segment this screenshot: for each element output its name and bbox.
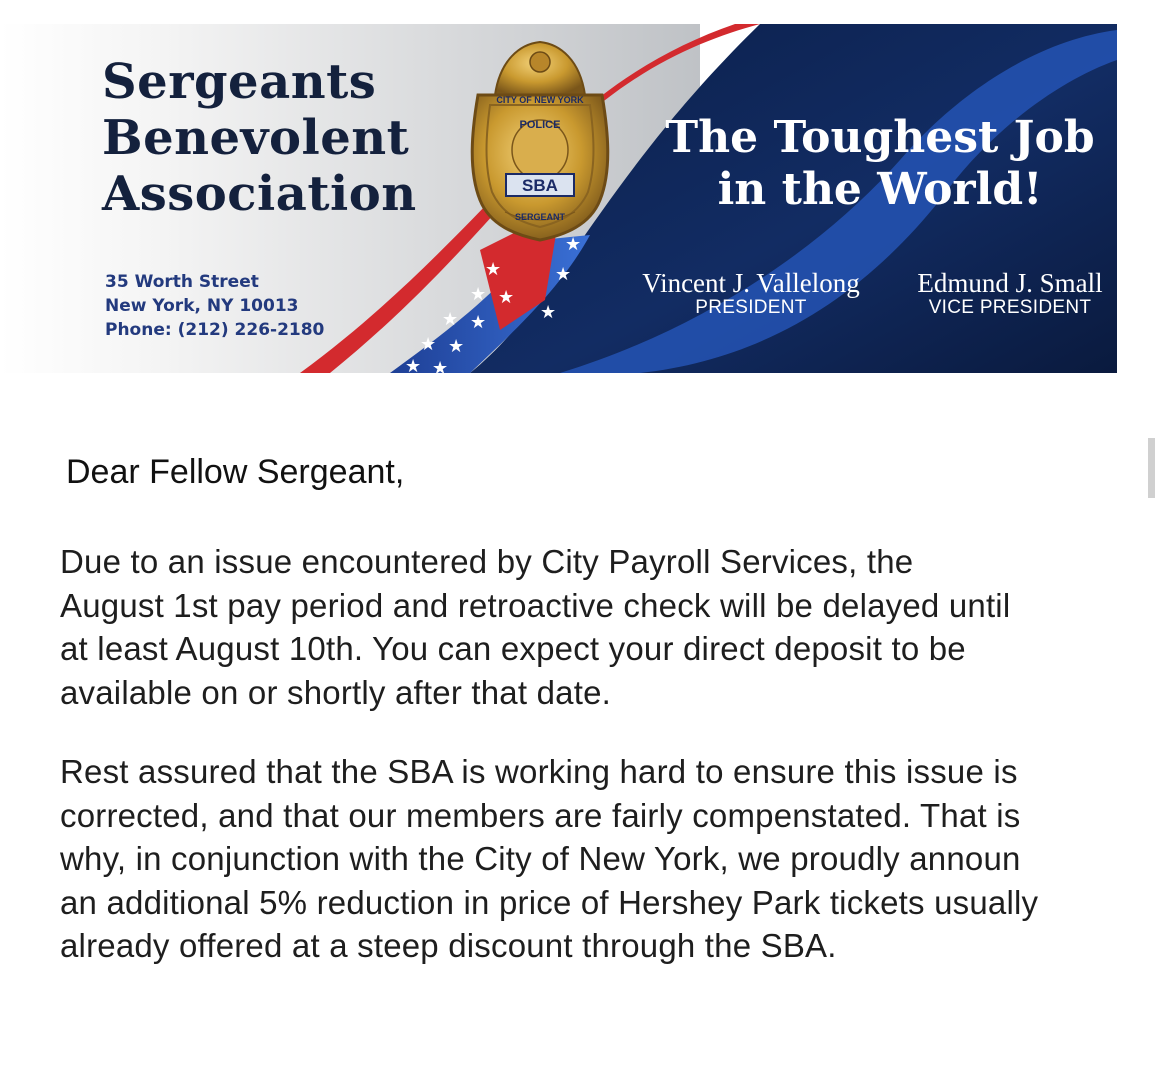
- letter-body: [0, 420, 1165, 1080]
- badge-top-text: CITY OF NEW YORK: [496, 95, 584, 105]
- address-phone: Phone: (212) 226-2180: [105, 320, 325, 340]
- svg-text:★: ★: [432, 358, 449, 379]
- svg-text:★: ★: [470, 284, 487, 305]
- letterhead-banner: [0, 0, 1165, 385]
- tagline-line: The Toughest Job: [665, 112, 1095, 163]
- paragraph-line: Rest assured that the SBA is working hard to ensure this issue is: [60, 753, 1018, 790]
- organization-name: [102, 54, 417, 222]
- svg-text:★: ★: [442, 309, 459, 330]
- officer-title: PRESIDENT: [695, 297, 807, 318]
- svg-text:★: ★: [555, 264, 572, 285]
- salutation: Dear Fellow Sergeant,: [66, 453, 405, 491]
- paragraph-discount: [60, 750, 1165, 968]
- address-city: New York, NY 10013: [105, 296, 299, 316]
- paragraph-line: at least August 10th. You can expect your direct deposit to be: [60, 630, 966, 667]
- badge-police-text: POLICE: [519, 119, 561, 131]
- svg-text:★: ★: [405, 356, 422, 377]
- svg-text:★: ★: [565, 234, 582, 255]
- officer-vice-president: [910, 268, 1110, 318]
- paragraph-line: Due to an issue encountered by City Payroll Services, the: [60, 543, 914, 580]
- paragraph-payroll-delay: [60, 540, 1165, 714]
- paragraph-line: an additional 5% reduction in price of Hershey Park tickets usually: [60, 883, 1039, 921]
- org-name-line: Sergeants: [102, 54, 377, 110]
- paragraph-line: already offered at a steep discount through the SBA.: [60, 927, 837, 964]
- paragraph-line: why, in conjunction with the City of New York, we proudly announ: [60, 840, 1021, 877]
- officer-title: VICE PRESIDENT: [928, 297, 1092, 318]
- officer-president: [640, 268, 862, 318]
- badge-bottom-text: SERGEANT: [514, 212, 566, 222]
- org-name-line: Association: [102, 166, 417, 222]
- svg-text:★: ★: [420, 334, 437, 355]
- paragraph-line: available on or shortly after that date.: [60, 673, 611, 711]
- address-street: 35 Worth Street: [105, 272, 259, 292]
- paragraph-line: August 1st pay period and retroactive check will be delayed until: [60, 586, 1011, 624]
- scrollbar-thumb[interactable]: [1148, 438, 1155, 498]
- svg-text:★: ★: [498, 287, 515, 308]
- tagline: [640, 112, 1120, 216]
- svg-text:★: ★: [540, 302, 557, 323]
- officer-name: Vincent J. Vallelong: [642, 268, 860, 298]
- tagline-line: in the World!: [717, 164, 1043, 215]
- svg-text:★: ★: [470, 312, 487, 333]
- paragraph-line: corrected, and that our members are fairly compenstated. That is: [60, 796, 1021, 834]
- svg-text:★: ★: [485, 259, 502, 280]
- officer-name: Edmund J. Small: [917, 268, 1103, 298]
- org-name-line: Benevolent: [102, 110, 410, 166]
- badge-center-text: SBA: [522, 176, 558, 195]
- organization-address: [105, 270, 324, 342]
- svg-text:★: ★: [448, 336, 465, 357]
